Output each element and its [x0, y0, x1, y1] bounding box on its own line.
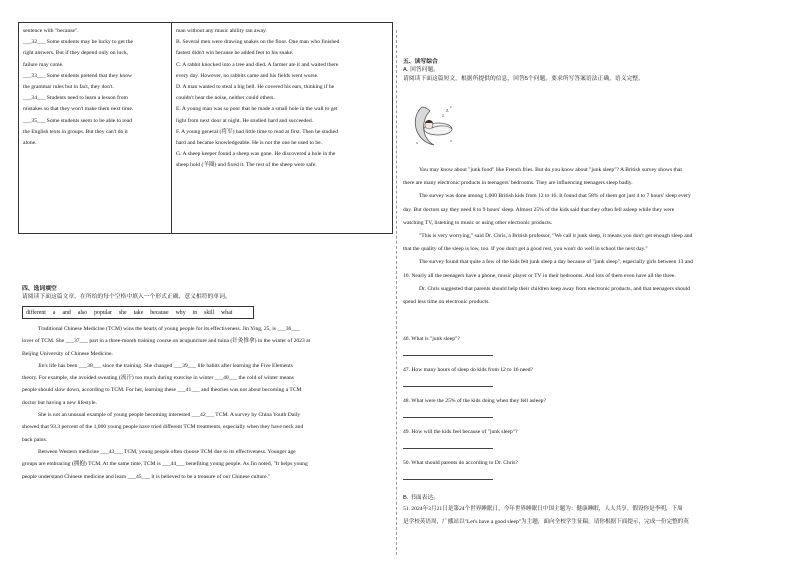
passage-line: day. But doctors say they need 8 to 9 hours' sleep. Almost 25% of the kids said that they often fell asleep while they were [403, 206, 675, 213]
word-bank-item: different [26, 309, 46, 316]
table-right-column [176, 26, 390, 172]
table-right-line: fastest didn't win because he added feet to his snake. [176, 50, 294, 57]
question-text: 47. How many hours of sleep do kids from 12 to 16 need? [403, 367, 534, 373]
svg-text:z: z [446, 108, 449, 114]
answer-line[interactable] [403, 417, 493, 418]
question-text: 46. What is "junk sleep"? [403, 336, 460, 342]
table-left-line: alone. [23, 140, 37, 147]
table-left-line: ___35___ Some students seem to be able to read [23, 117, 133, 124]
passage-line: spend less time on electronic products. [403, 299, 490, 306]
table-right-line: F. A young general (将军) had little time to read at first. Then he studied [176, 128, 338, 135]
tcm-passage [22, 323, 392, 483]
question-item [403, 428, 771, 459]
passage-line: "This is very worrying," said Dr. Chris, a British professor, "We call it junk sleep, it means you don't get enough sleep and [419, 233, 693, 240]
passage-line: there are many electronic products in teenagers' bedrooms. They are influencing teenagers sleep badly. [403, 180, 633, 187]
table-left-column [23, 26, 168, 149]
word-bank-item: what [221, 309, 233, 316]
section-4-instruction: 请阅读下面这篇文章，在所给的每个空格中填入一个形式正确、意义相符的单词。 [22, 294, 231, 300]
passage-line: groups are embracing (拥抱) TCM. At the same time, TCM is ___44___ benefiting young people. As Jin noted, "It helps young [22, 461, 308, 468]
table-right-line: D. A man wanted to steal a big bell. He covered his ears, thinking if he [176, 84, 335, 91]
word-bank-item: also [77, 309, 88, 316]
sleeping-child-on-moon-icon [412, 103, 456, 149]
passage-line: showed that 93.3 percent of the 1,000 young people have tried different TCM treatments, especially when they have neck and [22, 424, 304, 431]
answer-line[interactable] [403, 448, 493, 449]
passage-line: doctor but having a new lifestyle. [22, 399, 97, 406]
passage-line: The survey found that quite a few of the kids felt junk sleep a day because of "junk sleep", especially girls between 13 and [419, 259, 693, 266]
word-fill-section [22, 285, 392, 483]
section-4-title: 四、选词填空 [22, 286, 57, 292]
word-bank-item: she [118, 309, 127, 316]
table-right-line: couldn't hear the noise, neither could others. [176, 95, 275, 102]
question-item [403, 397, 771, 428]
part-b-prompt: 51. 2024年3月21日是第24个世界睡眠日，今年世界睡眠日中国主题为：健康睡眠，人人共享。假设你是李明，下周 [403, 506, 683, 512]
passage-line: that the quality of the sleep is low, too. If you don't get a good rest, you won't do well in school the next day." [403, 246, 648, 253]
table-right-line: light from next door at night. He studied hard and succeeded. [176, 117, 314, 124]
table-right-line: man without any music ability ran away. [176, 28, 267, 34]
word-bank-item: popular [94, 309, 112, 316]
answer-line[interactable] [403, 355, 493, 356]
table-right-line: every day. However, no rabbits came and his fields went worse. [176, 72, 319, 79]
word-bank-item: because [150, 309, 169, 316]
table-left-line: right answers. But if they depend only on luck, [23, 50, 129, 57]
question-item [403, 459, 771, 490]
question-text: 50. What should parents do according to Dr. Chris? [403, 460, 518, 466]
part-b-title: B. 书面表达。 [403, 495, 440, 501]
table-right-line: hard and became knowledgeable. He is not the one he used to be. [176, 140, 323, 147]
question-item [403, 366, 771, 397]
table-left-line: ___33___ Some students pretend that they know [23, 72, 133, 79]
passage-line: watching TV, listening to music or using other electronic products. [403, 219, 553, 226]
svg-text:z: z [450, 104, 452, 109]
word-bank-item: a [52, 309, 56, 316]
table-left-line: sentence with "because". [23, 28, 79, 34]
svg-text:z: z [442, 114, 445, 119]
section-5-subtitle: A. 回答问题。 [403, 67, 440, 73]
passage-line: She is not an unusual example of young people becoming interested ___42___ TCM. A survey by China Youth Daily [38, 412, 301, 419]
passage-line: You may know about "junk food" like French fries. But do you know about "junk sleep"? A British survey shows that [419, 167, 682, 173]
table-left-line: the grammar rules but in fact, they don't. [23, 84, 114, 91]
table-right-line: C. A rabbit knocked into a tree and died. A farmer ate it and waited there [176, 61, 339, 68]
question-item [403, 335, 771, 366]
passage-line: The survey was done among 1,000 British kids from 12 to 16. It found that 58% of them got just 4 to 7 hours' sleep every [419, 193, 691, 200]
writing-task [403, 494, 775, 529]
passage-line: Between Western medicine ___43___ TCM, young people often choose TCM due to its effectiveness. Younger age [38, 448, 296, 455]
table-left-line: failure may come. [23, 61, 64, 68]
passage-line: people should slow down, according to TCM. For her, learning these ___41___ and theories was not about becoming a TCM [22, 387, 302, 394]
passage-line: lover of TCM. She ___37___ part in a three-month training course on acupuncture and tuina (针灸推拿) in the winter of 2023 at [22, 338, 311, 345]
matching-table [18, 22, 393, 234]
passage-line: 16. Nearly all the teenagers have a phone, music player or TV in their bedrooms. And lots of them even have all the three. [403, 272, 676, 279]
word-bank-item: skill [204, 309, 215, 316]
reading-writing-section [403, 58, 775, 84]
passage-line: Dr. Chris suggested that parents should help their children keep away from electronic products, and that teenagers should [419, 285, 691, 292]
word-bank-item: and [62, 309, 71, 316]
passage-line: Beijing University of Chinese Medicine. [22, 350, 113, 357]
answer-line[interactable] [403, 386, 493, 387]
passage-line: Jin's life has been ___38___ since the training. She changed ___39___ life habits after learning the Five Elements [38, 362, 293, 369]
junk-sleep-passage [403, 164, 771, 309]
section-5-instruction: 请阅读下面这篇短文，根据所提供的信息，回答5个问题。要求所写答案语法正确，语义完整。 [403, 76, 644, 82]
page-fold-divider [396, 30, 397, 555]
table-right-line: E. A young man was so poor that he made a small hole in the wall to get [176, 106, 338, 113]
table-left-line: the English texts in groups. But they can't do it [23, 128, 128, 135]
word-bank-item: why [175, 309, 186, 316]
question-text: 49. How will the kids feel because of "junk sleep"? [403, 429, 518, 435]
passage-line: back pains. [22, 436, 48, 443]
part-b-prompt: 是学校英语周，广播站以"Let's have a good sleep"为主题，面向全校学生征稿。请你根据下面提示，完成一份完整的英 [403, 519, 689, 525]
table-left-line: mistakes so that they won't make them next time. [23, 106, 134, 113]
passage-line: Traditional Chinese Medicine (TCM) wins the hearts of young people for its effectiveness. Jin Ying, 25, is ___36___ [38, 326, 300, 332]
table-right-line: B. Several men were drawing snakes on the floor. One man who finished [176, 39, 340, 46]
word-bank-item: take [133, 309, 144, 316]
table-right-line: G. A sheep keeper found a sheep was gone. He discovered a hole in the [176, 151, 336, 158]
table-divider [171, 23, 172, 233]
section-5-title: 五、读写综合 [403, 59, 438, 65]
word-bank [22, 306, 254, 319]
table-left-line: ___32___ Some students may be lucky to get the [23, 39, 133, 46]
question-list [403, 335, 771, 490]
passage-line: theory. For example, she avoided sweating (流汗) too much during exercise in winter ___40___ the cold of winter means [22, 375, 294, 382]
passage-line: people understand Chinese medicine and learn ___45___ it is believed to be a treasure of our Chinese culture." [22, 473, 271, 480]
answer-line[interactable] [403, 479, 493, 480]
table-right-line: sheep hold (羊圈) and fixed it. The rest of the sheep were safe. [176, 162, 317, 169]
table-left-line: ___34___ Students need to learn a lesson from [23, 95, 128, 102]
question-text: 48. What were the 25% of the kids doing when they fell asleep? [403, 398, 546, 404]
word-bank-item: in [192, 309, 198, 316]
